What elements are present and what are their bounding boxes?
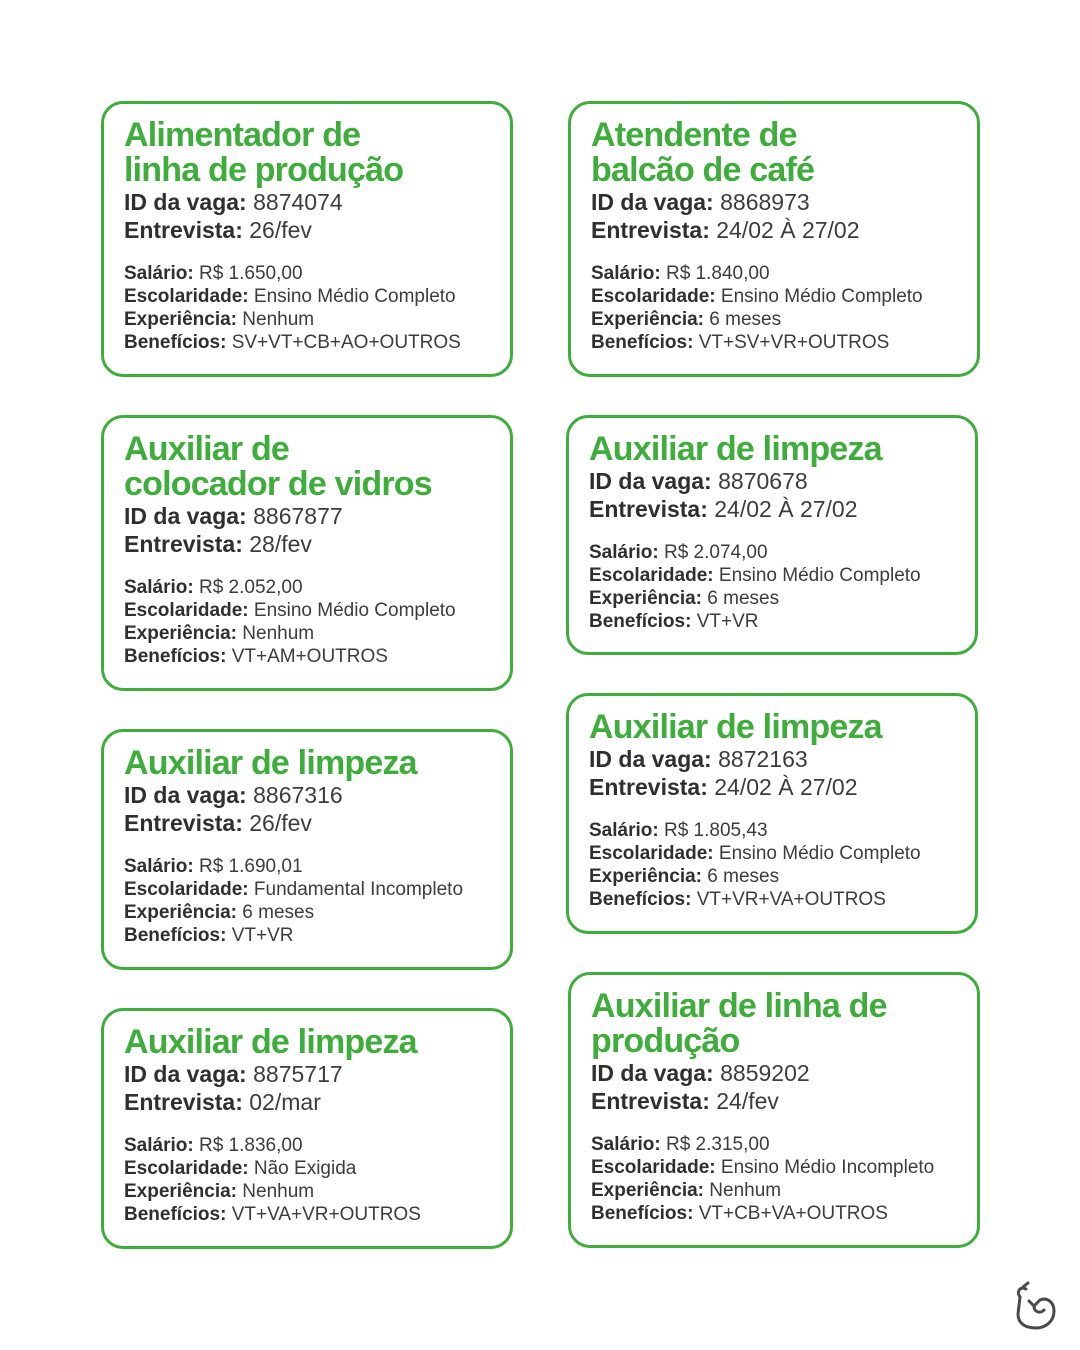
- job-benefits: Benefícios: VT+SV+VR+OUTROS: [591, 332, 890, 353]
- job-benefits: Benefícios: VT+AM+OUTROS: [124, 646, 388, 667]
- job-interview: Entrevista: 26/fev: [124, 810, 312, 836]
- job-title-line: balcão de café: [591, 151, 815, 189]
- job-id: ID da vaga: 8867877: [124, 503, 343, 529]
- job-interview: Entrevista: 24/02 À 27/02: [591, 217, 860, 243]
- job-education: Escolaridade: Ensino Médio Completo: [124, 600, 456, 621]
- job-experience: Experiência: Nenhum: [124, 1181, 315, 1202]
- job-experience: Experiência: 6 meses: [124, 902, 315, 923]
- job-title: [589, 710, 955, 745]
- job-title-line: Auxiliar de: [124, 430, 290, 468]
- job-benefits: Benefícios: VT+VR+VA+OUTROS: [589, 889, 886, 910]
- job-education: Escolaridade: Ensino Médio Completo: [589, 565, 921, 586]
- job-interview: Entrevista: 24/02 À 27/02: [589, 496, 858, 522]
- job-id: ID da vaga: 8868973: [591, 189, 810, 215]
- job-education: Escolaridade: Ensino Médio Incompleto: [591, 1157, 935, 1178]
- job-interview: Entrevista: 28/fev: [124, 531, 312, 557]
- job-title: [124, 432, 490, 502]
- job-education: Escolaridade: Ensino Médio Completo: [591, 286, 923, 307]
- job-id: ID da vaga: 8874074: [124, 189, 343, 215]
- job-card: [101, 1008, 513, 1249]
- job-benefits: Benefícios: VT+VA+VR+OUTROS: [124, 1204, 421, 1225]
- job-id: ID da vaga: 8870678: [589, 468, 808, 494]
- job-card: [568, 101, 980, 377]
- job-interview: Entrevista: 02/mar: [124, 1089, 321, 1115]
- job-education: Escolaridade: Ensino Médio Completo: [589, 843, 921, 864]
- job-benefits: Benefícios: SV+VT+CB+AO+OUTROS: [124, 332, 461, 353]
- job-card: [101, 101, 513, 377]
- job-title: [589, 432, 955, 467]
- job-salary: Salário: R$ 2.315,00: [591, 1134, 770, 1155]
- job-title-line: Auxiliar de linha de: [591, 987, 887, 1025]
- job-id: ID da vaga: 8867316: [124, 782, 343, 808]
- job-experience: Experiência: Nenhum: [124, 309, 315, 330]
- job-education: Escolaridade: Fundamental Incompleto: [124, 879, 464, 900]
- job-title: [124, 118, 490, 188]
- job-title-line: Auxiliar de limpeza: [589, 430, 882, 468]
- job-salary: Salário: R$ 1.690,01: [124, 856, 303, 877]
- job-benefits: Benefícios: VT+VR: [124, 925, 294, 946]
- job-benefits: Benefícios: VT+VR: [589, 611, 759, 632]
- job-experience: Experiência: Nenhum: [124, 623, 315, 644]
- job-interview: Entrevista: 26/fev: [124, 217, 312, 243]
- job-title-line: produção: [591, 1022, 740, 1060]
- job-experience: Experiência: 6 meses: [589, 588, 780, 609]
- job-title-line: colocador de vidros: [124, 465, 432, 503]
- job-salary: Salário: R$ 1.836,00: [124, 1135, 303, 1156]
- job-card: [101, 415, 513, 691]
- job-salary: Salário: R$ 1.840,00: [591, 263, 770, 284]
- job-title-line: Auxiliar de limpeza: [124, 744, 417, 782]
- job-benefits: Benefícios: VT+CB+VA+OUTROS: [591, 1203, 888, 1224]
- job-salary: Salário: R$ 2.074,00: [589, 542, 768, 563]
- job-title: [124, 746, 490, 781]
- job-id: ID da vaga: 8875717: [124, 1061, 343, 1087]
- job-card: [101, 729, 513, 970]
- job-interview: Entrevista: 24/fev: [591, 1088, 779, 1114]
- job-experience: Experiência: Nenhum: [591, 1180, 782, 1201]
- job-id: ID da vaga: 8872163: [589, 746, 808, 772]
- job-experience: Experiência: 6 meses: [589, 866, 780, 887]
- job-card: [566, 415, 978, 655]
- job-salary: Salário: R$ 1.805,43: [589, 820, 768, 841]
- job-salary: Salário: R$ 1.650,00: [124, 263, 303, 284]
- job-card: [568, 972, 980, 1248]
- job-id: ID da vaga: 8859202: [591, 1060, 810, 1086]
- job-title-line: Auxiliar de limpeza: [589, 708, 882, 746]
- job-title-line: linha de produção: [124, 151, 404, 189]
- job-title-line: Atendente de: [591, 116, 797, 154]
- job-salary: Salário: R$ 2.052,00: [124, 577, 303, 598]
- job-experience: Experiência: 6 meses: [591, 309, 782, 330]
- job-title: [591, 989, 957, 1059]
- job-title-line: Alimentador de: [124, 116, 361, 154]
- job-title-line: Auxiliar de limpeza: [124, 1023, 417, 1061]
- job-education: Escolaridade: Não Exigida: [124, 1158, 357, 1179]
- job-title: [124, 1025, 490, 1060]
- hand-heart-logo-icon: [1012, 1280, 1058, 1330]
- job-title: [591, 118, 957, 188]
- job-education: Escolaridade: Ensino Médio Completo: [124, 286, 456, 307]
- job-interview: Entrevista: 24/02 À 27/02: [589, 774, 858, 800]
- job-card: [566, 693, 978, 934]
